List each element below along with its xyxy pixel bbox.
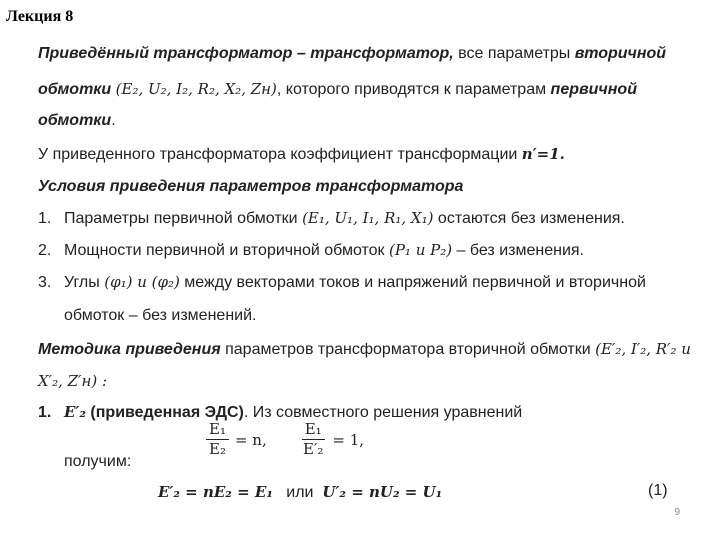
step-1-text: . Из совместного решения уравнений <box>243 404 523 421</box>
definition-text-1: все параметры <box>453 45 575 62</box>
condition-tail-1: остаются без изменения. <box>433 210 625 227</box>
condition-text-2: Мощности первичной и вторичной обмоток <box>64 242 389 259</box>
fraction-1-rhs: = n, <box>234 430 267 449</box>
method-formula-2: X′₂, Z′н) : <box>38 372 108 390</box>
ratio-formula: n′=1. <box>521 145 565 163</box>
fraction-1-numerator: E₁ <box>206 420 229 440</box>
equation-fraction-1 <box>206 420 267 459</box>
definition-em-primary: первичной <box>550 81 637 98</box>
condition-formula-1: (E₁, U₁, I₁, R₁, X₁) <box>302 209 434 227</box>
method-formula-1: (E′₂, I′₂, R′₂ и <box>595 340 691 358</box>
obtain-label: получим: <box>64 453 132 470</box>
result-formula-2: U′₂ = nU₂ = U₁ <box>322 483 443 501</box>
definition-em-secondary: вторичной <box>574 45 667 62</box>
result-or: или <box>286 484 314 501</box>
condition-text-1: Параметры первичной обмотки <box>64 210 303 227</box>
definition-params: (E₂, U₂, I₂, R₂, X₂, Zн) <box>115 80 277 98</box>
equation-number: (1) <box>648 482 668 499</box>
conditions-title: Условия приведения параметров трансформатора <box>38 178 464 195</box>
equation-fraction-2 <box>300 420 364 459</box>
definition-text-2: , которого приводятся к параметрам <box>276 81 551 98</box>
condition-item-1 <box>38 208 625 229</box>
definition-em-winding: обмотки <box>38 81 112 98</box>
result-line <box>158 482 442 503</box>
condition-formula-3: (φ₁) и (φ₂) <box>104 273 180 291</box>
definition-end: . <box>111 112 116 129</box>
step-1-label: (приведенная ЭДС) <box>90 404 244 421</box>
condition-num-3: 3. <box>38 274 52 291</box>
condition-num-2: 2. <box>38 242 52 259</box>
fraction-2-numerator: E₁ <box>302 420 325 440</box>
method-title: Методика приведения <box>38 341 221 358</box>
definition-line-3 <box>38 111 116 131</box>
condition-formula-2: (P₁ и P₂) <box>388 241 453 259</box>
ratio-line <box>38 144 565 165</box>
step-1-symbol: E′₂ <box>64 403 86 421</box>
condition-text-3: Углы <box>64 274 105 291</box>
condition-item-2 <box>38 240 584 261</box>
definition-em-winding-2: обмотки <box>38 112 112 129</box>
method-line-1 <box>38 339 691 360</box>
definition-line-2 <box>38 79 637 100</box>
fraction-2-rhs: = 1, <box>332 430 365 449</box>
condition-tail-2: – без изменения. <box>452 242 584 259</box>
page-number: 9 <box>674 507 680 518</box>
fraction-1-denominator: E₂ <box>209 440 226 458</box>
fraction-2-denominator: E′₂ <box>303 440 324 458</box>
result-formula-1: E′₂ = nE₂ = E₁ <box>158 483 273 501</box>
definition-term: Приведённый трансформатор – трансформатор, <box>38 45 454 62</box>
step-1-line <box>38 402 522 423</box>
ratio-text: У приведенного трансформатора коэффициент трансформации <box>38 146 522 163</box>
lecture-header: Лекция 8 <box>6 8 74 25</box>
fraction-1 <box>206 420 229 459</box>
fraction-2 <box>300 420 326 459</box>
condition-num-1: 1. <box>38 210 52 227</box>
method-text: параметров трансформатора вторичной обмотки <box>220 341 596 358</box>
condition-item-3 <box>38 272 646 293</box>
condition-item-3-line-2: обмоток – без изменений. <box>64 307 257 324</box>
definition-line-1 <box>38 44 666 64</box>
method-line-2 <box>38 371 107 392</box>
step-1-num: 1. <box>38 404 52 421</box>
condition-tail-3: между векторами токов и напряжений первичной и вторичной <box>179 274 646 291</box>
